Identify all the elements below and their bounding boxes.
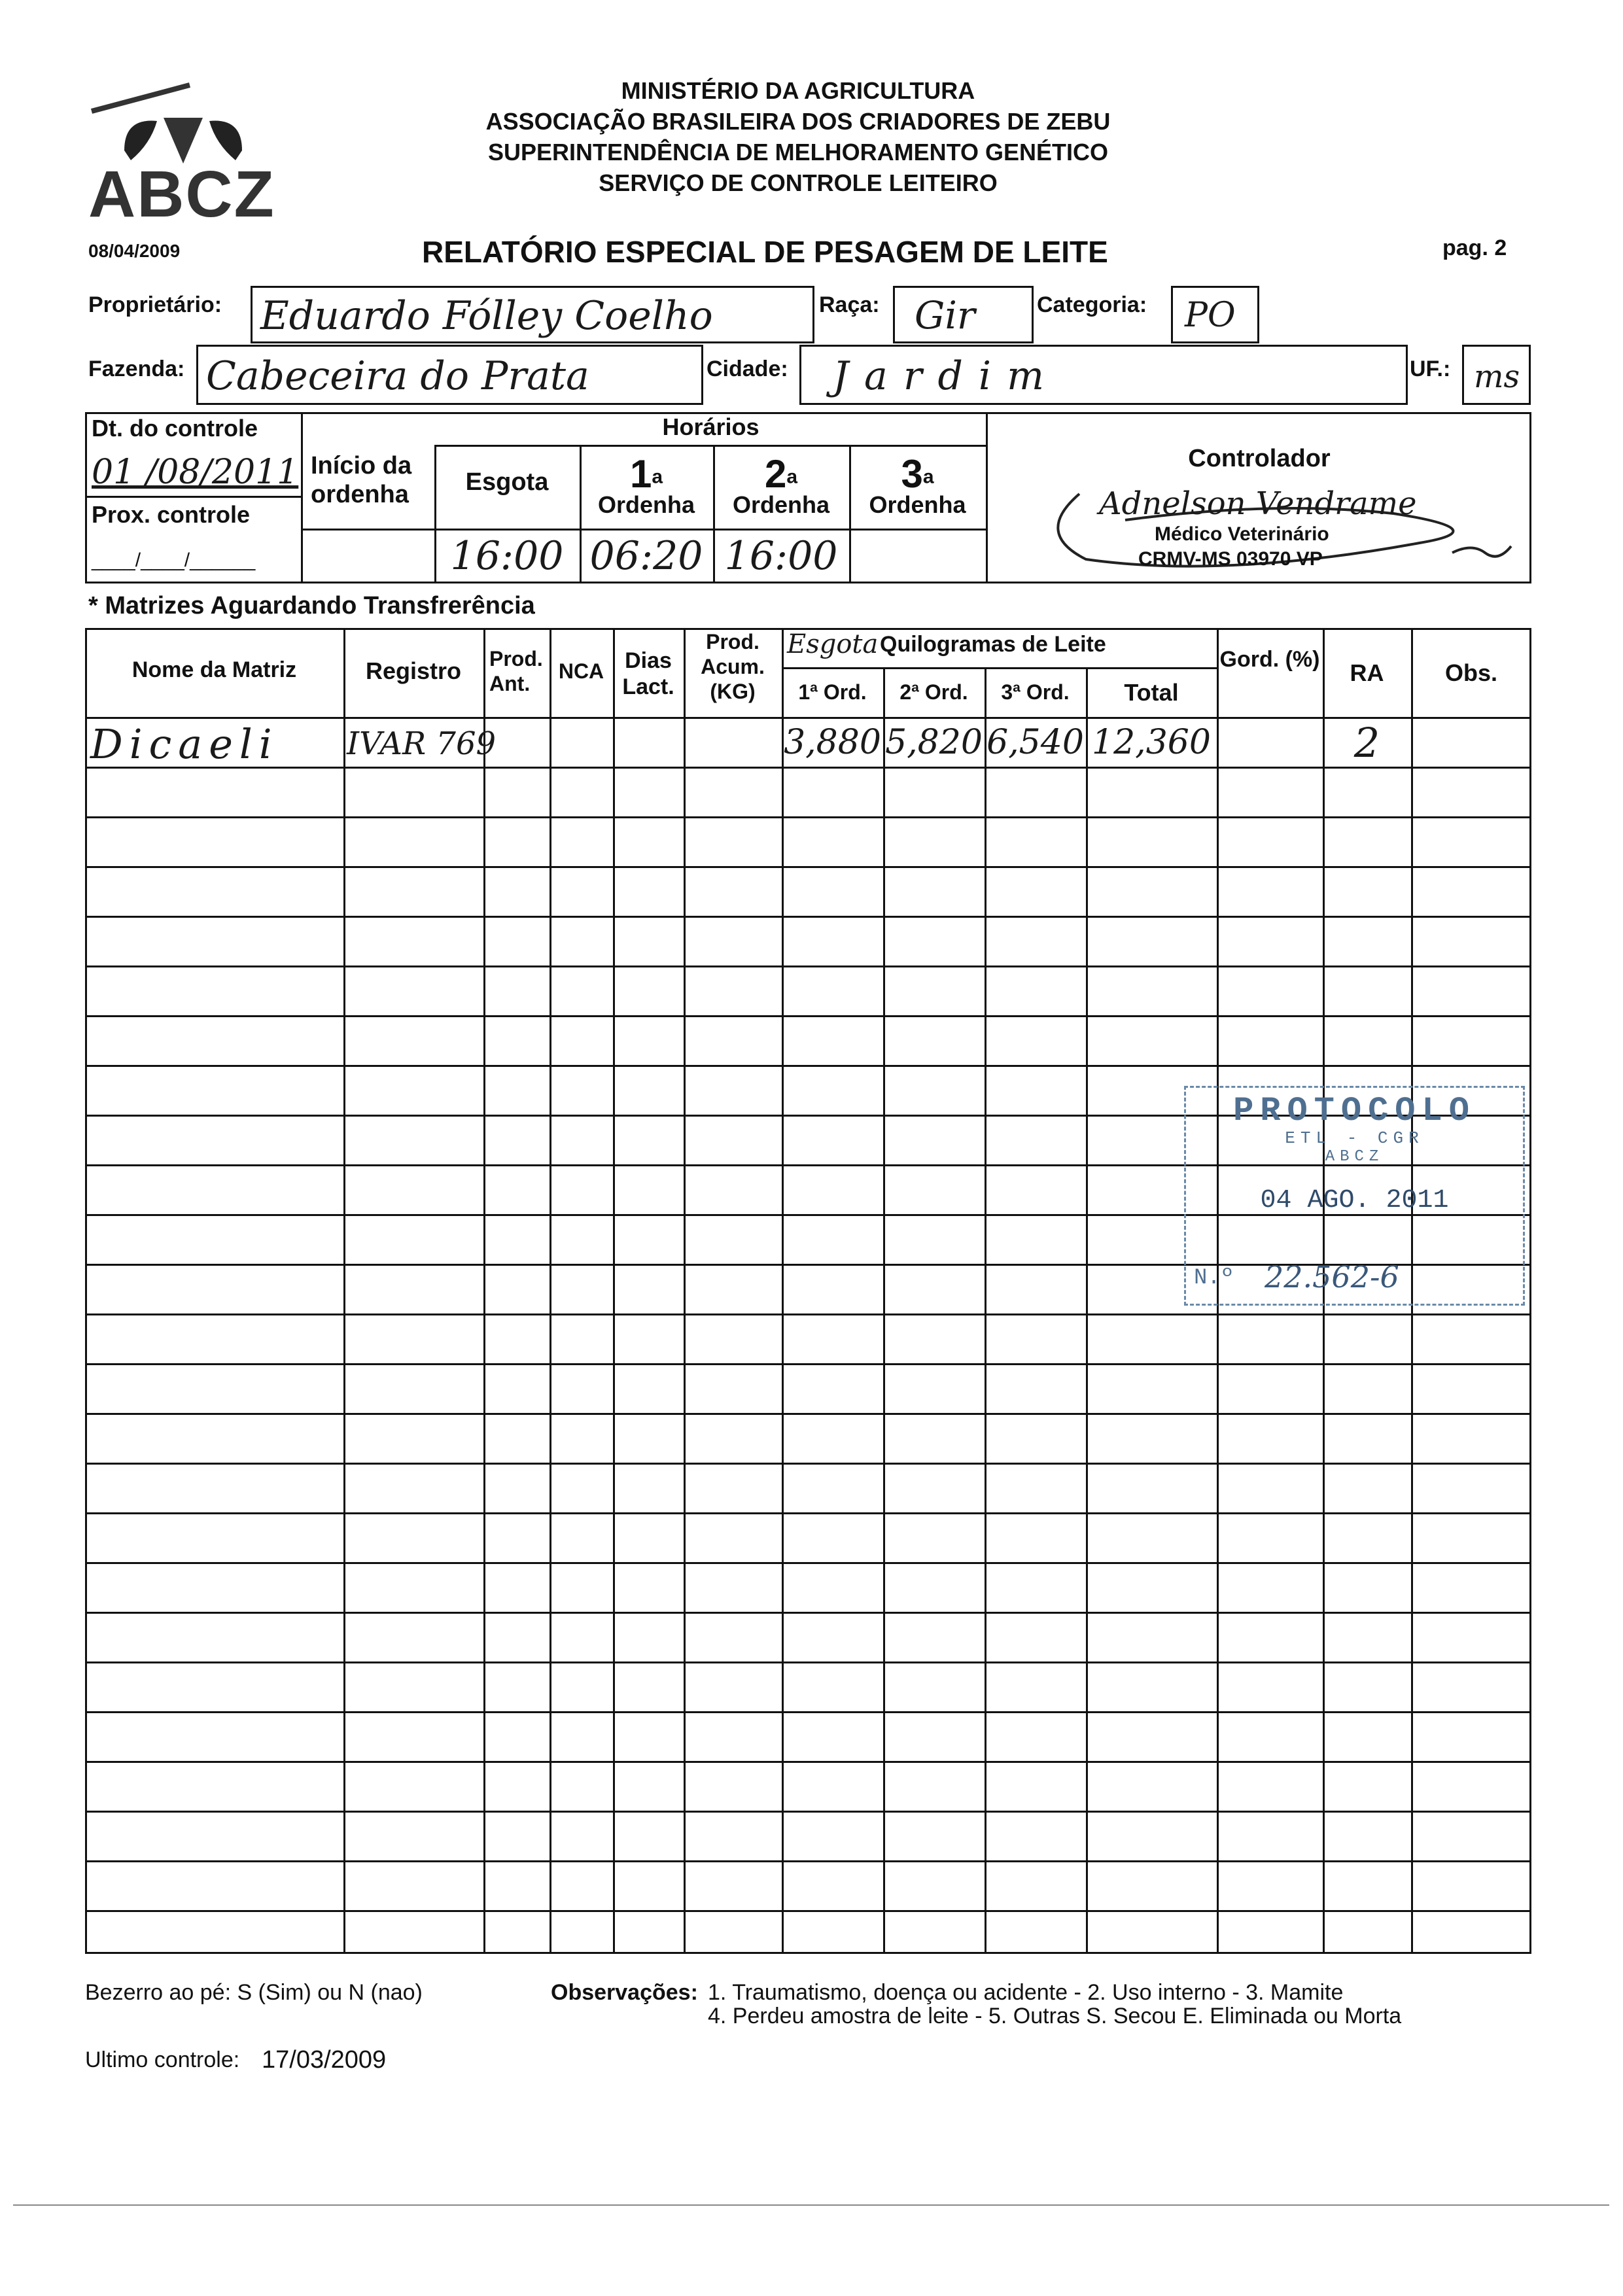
controlador-label: Controlador: [1188, 445, 1331, 472]
logo-text: ABCZ: [88, 158, 275, 231]
stamp-date: 04 AGO. 2011: [1260, 1186, 1449, 1215]
table-row-divider: [85, 1811, 1531, 1813]
prox-controle-value: ____/____/______: [92, 549, 256, 571]
categoria-label: Categoria:: [1037, 292, 1147, 317]
ordenha-2-time: 16:00: [724, 533, 838, 579]
table-row-divider: [85, 1562, 1531, 1564]
proprietario-field: [251, 286, 814, 343]
stamp-number-label: N.º: [1194, 1266, 1234, 1291]
protocol-stamp: [1184, 1086, 1525, 1306]
inicio-ordenha-label: Início da ordenha: [311, 452, 412, 508]
table-row-divider: [85, 1661, 1531, 1663]
header-line-1: MINISTÉRIO DA AGRICULTURA: [621, 77, 975, 104]
table-row-divider: [85, 1363, 1531, 1365]
header-line-2: ASSOCIAÇÃO BRASILEIRA DOS CRIADORES DE ZEBU: [485, 108, 1111, 135]
page-number: pag. 2: [1442, 235, 1507, 260]
col-header-prod-ant: Prod. Ant.: [489, 647, 543, 695]
table-row-divider: [85, 1463, 1531, 1465]
dt-controle-label: Dt. do controle: [92, 415, 258, 442]
prox-controle-label: Prox. controle: [92, 501, 251, 528]
cidade-field: [799, 345, 1408, 405]
ultimo-controle-label: Ultimo controle:: [85, 2047, 240, 2072]
col-header-total: Total: [1124, 679, 1179, 706]
logo-emblem-icon: [79, 72, 275, 170]
ordenha-1-header: 1$^a$ Ordenha: [597, 452, 695, 518]
cidade-label: Cidade:: [707, 357, 788, 381]
header-line-3: SUPERINTENDÊNCIA DE MELHORAMENTO GENÉTICO: [487, 139, 1109, 165]
table-row-divider: [85, 1910, 1531, 1912]
raca-value: Gir: [915, 293, 975, 338]
uf-label: UF.:: [1410, 357, 1451, 381]
abcz-logo: [79, 72, 275, 231]
cell-nome: Dicaeli: [90, 720, 279, 768]
cidade-value: Jardim: [833, 353, 1060, 399]
col-header-esgota-handwritten: Esgota: [787, 629, 879, 659]
page-title: RELATÓRIO ESPECIAL DE PESAGEM DE LEITE: [422, 235, 1108, 269]
table-row-divider: [85, 1761, 1531, 1763]
header-line-4: SERVIÇO DE CONTROLE LEITEIRO: [599, 169, 998, 196]
proprietario-value: Eduardo Fólley Coelho: [260, 293, 713, 339]
cell-ra: 2: [1353, 719, 1380, 767]
esgota-time: 16:00: [450, 533, 564, 579]
col-header-gord: Gord. (%): [1219, 647, 1320, 672]
controlador-role: Médico Veterinário: [1155, 523, 1329, 545]
col-header-prod-acum: Prod. Acum. (KG): [701, 630, 765, 703]
cell-ord2: 5,820: [885, 723, 983, 762]
observacoes-line-2: 4. Perdeu amostra de leite - 5. Outras S. Secou E. Eliminada ou Morta: [708, 2004, 1402, 2028]
table-row-divider: [85, 1512, 1531, 1514]
col-header-nca: NCA: [558, 659, 604, 683]
controlador-name: Adnelson Vendrame: [1099, 485, 1417, 522]
col-header-obs: Obs.: [1444, 659, 1497, 686]
table-row-divider: [85, 1065, 1531, 1067]
fazenda-field: [196, 345, 703, 405]
stamp-title: PROTOCOLO: [1233, 1092, 1476, 1130]
stamp-sub-1: ETL - CGR: [1285, 1128, 1424, 1148]
table-row-divider: [85, 816, 1531, 818]
bottom-rule: [13, 2204, 1609, 2206]
categoria-value: PO: [1185, 296, 1236, 335]
dt-controle-value: 01 /08/2011: [92, 453, 299, 492]
horarios-label: Horários: [662, 413, 759, 440]
categoria-field: [1171, 286, 1259, 343]
col-header-ord3: 3ª Ord.: [1001, 680, 1070, 704]
ordenha-1-time: 06:20: [589, 533, 703, 579]
raca-label: Raça:: [819, 292, 880, 317]
ordenha-2-header: 2$^a$ Ordenha: [732, 452, 830, 518]
table-row-divider: [85, 1015, 1531, 1017]
table-row-divider: [85, 916, 1531, 918]
table-row-divider: [85, 866, 1531, 868]
col-header-ord2: 2ª Ord.: [899, 680, 968, 704]
uf-field: [1462, 345, 1531, 405]
fazenda-value: Cabeceira do Prata: [206, 353, 589, 399]
raca-field: [893, 286, 1034, 343]
table-caption: * Matrizes Aguardando Transfrerência: [88, 592, 535, 619]
esgota-label: Esgota: [465, 468, 549, 496]
bezerro-legend: Bezerro ao pé: S (Sim) ou N (nao): [85, 1980, 423, 2005]
table-row-divider: [85, 1711, 1531, 1713]
stamp-number-value: 22.562-6: [1265, 1259, 1399, 1295]
cell-registro: IVAR 769: [347, 725, 497, 762]
col-header-registro: Registro: [365, 657, 462, 684]
observacoes-line-1: 1. Traumatismo, doença ou acidente - 2. Uso interno - 3. Mamite: [708, 1980, 1344, 2005]
col-header-kg-group: Quilogramas de Leite: [880, 632, 1106, 657]
stamp-sub-2: ABCZ: [1325, 1148, 1384, 1166]
col-header-dias: Dias Lact.: [622, 648, 674, 699]
col-header-ra: RA: [1350, 659, 1384, 686]
ordenha-3-header: 3$^a$ Ordenha: [869, 452, 966, 518]
table-row-divider: [85, 1313, 1531, 1315]
cell-ord3: 6,540: [986, 723, 1084, 762]
cell-total: 12,360: [1092, 723, 1211, 762]
controlador-registration: CRMV-MS 03970 VP: [1138, 548, 1323, 570]
col-header-ord1: 1ª Ord.: [798, 680, 867, 704]
report-date: 08/04/2009: [88, 241, 181, 261]
uf-value: ms: [1474, 358, 1520, 395]
table-row: [85, 719, 1531, 767]
fazenda-label: Fazenda:: [88, 357, 185, 381]
table-row-divider: [85, 1860, 1531, 1862]
table-row-divider: [85, 1612, 1531, 1614]
col-header-nome: Nome da Matriz: [131, 657, 297, 682]
proprietario-label: Proprietário:: [88, 292, 222, 317]
table-row-divider: [85, 965, 1531, 967]
observacoes-label: Observações:: [551, 1980, 698, 2005]
cell-ord1: 3,880: [784, 723, 881, 762]
table-row-divider: [85, 1413, 1531, 1415]
ultimo-controle-value: 17/03/2009: [262, 2046, 387, 2074]
